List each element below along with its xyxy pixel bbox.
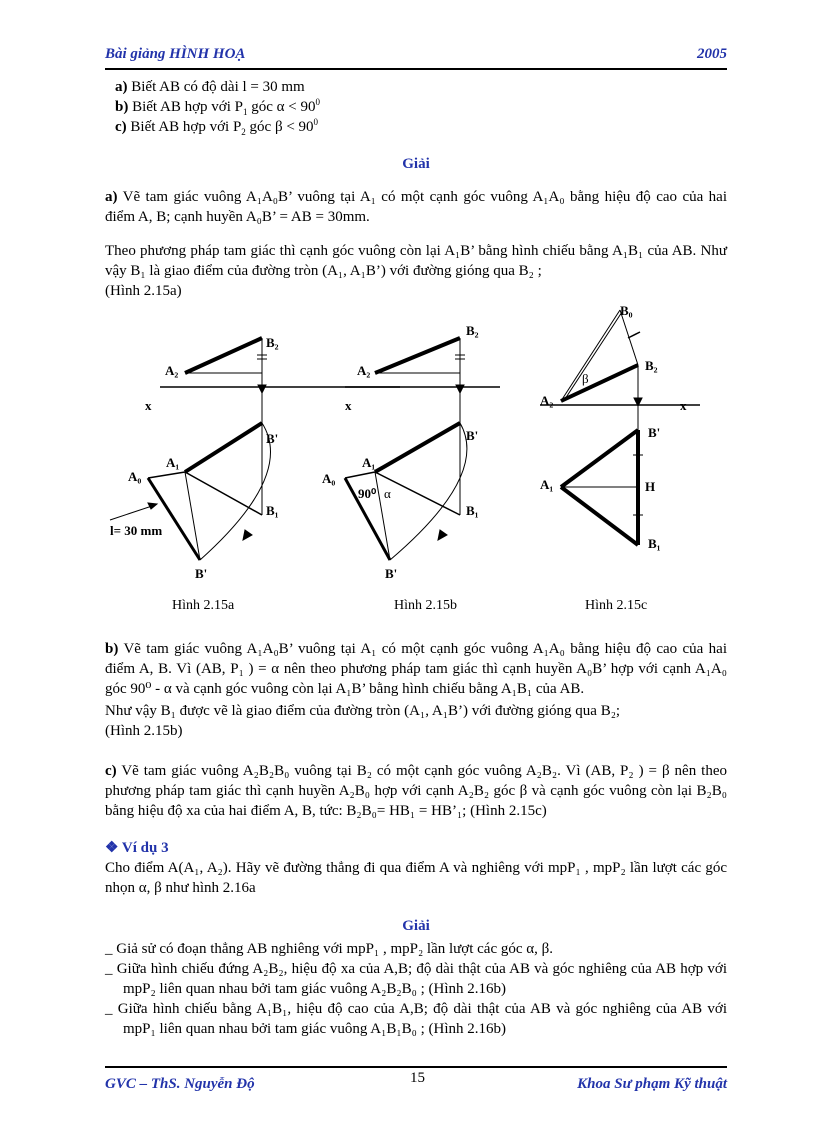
a2b2-line-a: [185, 338, 262, 373]
label-bprime-b: B': [466, 428, 479, 443]
item-c-sup: 0: [313, 117, 319, 127]
label-x-c: x: [680, 398, 687, 413]
label-beta-c: β: [582, 371, 589, 386]
item-b-sub: 1: [242, 107, 248, 117]
footer-author: GVC – ThS. Nguyễn Độ: [105, 1076, 255, 1092]
solution-heading: Giải: [402, 156, 430, 172]
bullet-item: _ Giữa hình chiếu bằng A₁B₁, hiệu độ cao của A,B; độ dài thật của AB và góc nghiêng của AB với mpP₁ liên quan nhau bởi tam giác vuông A₁B₁B₀ ; (Hình 2.16b): [105, 1001, 727, 1037]
paragraph-a-text: Vẽ tam giác vuông A₁A₀B’ vuông tại A₁ có một cạnh góc vuông A₁A₀ bằng hiệu độ cao của hai điểm A, B; cạnh huyền A₀B’ = AB = 30mm.: [105, 189, 727, 225]
label-x-b: x: [345, 398, 352, 413]
label-a1-b: A₁: [362, 455, 376, 470]
item-c: [115, 117, 318, 137]
label-l30-a: l= 30 mm: [110, 523, 163, 538]
a1b1-line-a: [185, 423, 262, 472]
example-text: Cho điểm A(A₁, A₂). Hãy vẽ đường thẳng đi qua điểm A và nghiêng với mpP₁ , mpP₂ lần lượt các góc nhọn α, β như hình 2.16a: [105, 860, 727, 896]
item-a: [115, 77, 305, 97]
label-b1-a: B₁: [266, 503, 279, 518]
label-h-c: H: [645, 479, 656, 494]
label-b2-a: B₂: [266, 335, 279, 350]
label-a2-b: A₂: [357, 363, 371, 378]
caption-2-15b: Hình 2.15b: [394, 598, 457, 613]
bullet-list: [105, 939, 727, 1039]
label-b0-c: B₀: [620, 303, 633, 318]
label-a0-b: A₀: [322, 471, 336, 486]
label-b1-b: B₁: [466, 503, 479, 518]
footer-department: Khoa Sư phạm Kỹ thuật: [577, 1076, 727, 1092]
paragraph-c-text: Vẽ tam giác vuông A₂B₂B₀ vuông tại B₂ có một cạnh góc vuông A₂B₂. Vì (AB, P₂ ) = β nên theo phương pháp tam giác thì cạnh huyền A₂B₀ hợp với cạnh A₂B₂ góc β và cạnh góc vuông còn lại B₂B₀ bằng hiệu độ xa của hai điểm A, B, tức: B₂B₀= HB₁ = HB’₁; (Hình 2.15c): [105, 763, 727, 819]
label-b2-c: B₂: [645, 358, 658, 373]
paragraph-a: [105, 187, 727, 227]
label-a2-c: A₂: [540, 393, 554, 408]
caption-2-15c: Hình 2.15c: [585, 598, 648, 613]
paragraph-b: [105, 639, 727, 699]
item-c-text2: góc β < 90: [245, 119, 314, 135]
bullet-item: _ Giả sử có đoạn thẳng AB nghiêng với mpP₁ , mpP₂ lần lượt các góc α, β.: [105, 941, 554, 957]
figure-2-15: [100, 295, 720, 590]
item-b-text1: Biết AB hợp với P: [132, 99, 243, 115]
label-bprime-bottom-b: B': [385, 566, 398, 581]
figure-c: [540, 310, 700, 545]
paragraph-b-label: b): [105, 641, 119, 657]
label-bprime-bottom-a: B': [195, 566, 208, 581]
page-header: [105, 42, 727, 70]
bullet-item: _ Giữa hình chiếu đứng A₂B₂, hiệu độ xa của A,B; độ dài thật của AB và góc nghiêng của AB hợp với mpP₂ liên quan nhau bởi tam giác vuông A₂B₂B₀ ; (Hình 2.16b): [105, 961, 727, 997]
item-b-label: b): [115, 99, 129, 115]
paragraph-b3: (Hình 2.15b): [105, 723, 183, 739]
item-b-text2: góc α < 90: [247, 99, 316, 115]
item-c-text1: Biết AB hợp với P: [130, 119, 242, 135]
item-c-label: c): [115, 119, 127, 135]
page-footer: [105, 1066, 727, 1098]
paragraph-b2: Như vậy B₁ được vẽ là giao điểm của đường tròn (A₁, A₁B’) với đường gióng qua B₂;: [105, 703, 621, 719]
item-a-label: a): [115, 79, 128, 95]
paragraph-a-label: a): [105, 189, 118, 205]
item-b: [115, 97, 320, 117]
paragraph-c-label: c): [105, 763, 117, 779]
page-number: 15: [410, 1070, 425, 1086]
header-year: 2005: [697, 46, 727, 62]
paragraph-a3: (Hình 2.15a): [105, 283, 182, 299]
label-b1-c: B₁: [648, 536, 661, 551]
label-alpha-b: α: [384, 486, 391, 501]
label-a1-c: A₁: [540, 477, 554, 492]
paragraph-a2: Theo phương pháp tam giác thì cạnh góc vuông còn lại A₁B’ bằng hình chiếu bằng A₁B₁ của AB. Như vậy B₁ là giao điểm của đường tròn (A₁, A₁B’) với đường gióng qua B₂ ;: [105, 243, 727, 279]
header-title: Bài giảng HÌNH HOẠ: [105, 46, 246, 62]
label-a0-a: A₀: [128, 469, 142, 484]
label-a1-a: A₁: [166, 455, 180, 470]
item-c-sub: 2: [241, 127, 246, 137]
label-x-a: x: [145, 398, 152, 413]
label-bprime-c: B': [648, 425, 661, 440]
caption-2-15a: Hình 2.15a: [172, 598, 235, 613]
solution-heading-2: Giải: [402, 918, 430, 934]
example-heading: ❖ Ví dụ 3: [105, 840, 169, 856]
label-angle90-b: 90⁰: [358, 486, 377, 501]
a0b-line-a: [148, 478, 200, 560]
label-a2-a: A₂: [165, 363, 179, 378]
paragraph-c: [105, 761, 727, 821]
label-bprime-a: B': [266, 431, 279, 446]
paragraph-b-text: Vẽ tam giác vuông A₁A₀B’ vuông tại A₁ có một cạnh góc vuông A₁A₀ bằng hiệu độ cao của hai điểm A, B. Vì (AB, P₁ ) = α nên theo phương pháp tam giác thì cạnh huyền A₀B’ hợp với cạnh A₁A₀ góc 90⁰ - α và cạnh góc vuông còn lại A₁B’ bằng hình chiếu bằng A₁B₁ của AB.: [105, 641, 728, 697]
item-a-text: Biết AB có độ dài l = 30 mm: [131, 79, 305, 95]
label-b2-b: B₂: [466, 323, 479, 338]
item-b-sup: 0: [315, 97, 320, 107]
